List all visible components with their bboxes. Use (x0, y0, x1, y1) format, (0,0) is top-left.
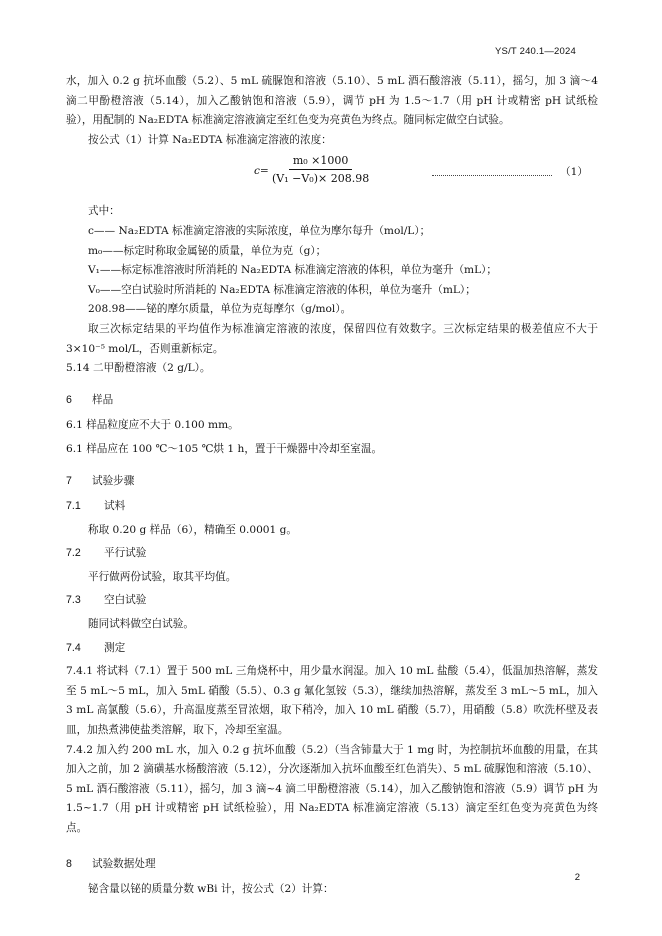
formula-numerator: m₀ ×1000 (289, 154, 353, 170)
section-7-3-number: 7.3 (66, 594, 81, 607)
formula-denominator: (V₁ −V₀)× 208.98 (272, 172, 370, 186)
section-6-heading (66, 391, 598, 411)
section-7-4-title: 测定 (104, 641, 126, 654)
standard-code: YS/T 240.1—2024 (495, 46, 576, 57)
section-8-body: 铋含量以铋的质量分数 wBi 计，按公式（2）计算： (88, 883, 334, 896)
section-7-1-heading (66, 497, 598, 517)
formula-number: （1） (560, 166, 588, 179)
section-7-2-title: 平行试验 (104, 547, 147, 560)
definition-v1: V₁——标定标准溶液时所消耗的 Na₂EDTA 标准滴定溶液的体积，单位为毫升（mL）； (88, 264, 498, 277)
section-6-1-a: 6.1 样品粒度应不大于 0.100 mm。 (66, 419, 239, 432)
definition-m0: m₀——标定时称取金属铋的质量，单位为克（g）； (88, 244, 327, 257)
section-7-4-number: 7.4 (66, 641, 81, 654)
definition-molar-mass: 208.98——铋的摩尔质量，单位为克每摩尔（g/mol）。 (88, 303, 352, 316)
section-7-number: 7 (66, 474, 72, 487)
section-7-title: 试验步骤 (92, 474, 135, 487)
formula-1 (66, 152, 598, 196)
section-7-1-body: 称取 0.20 g 样品（6），精确至 0.0001 g。 (88, 523, 298, 536)
where-label: 式中： (88, 205, 120, 218)
formula-lhs: c= (254, 165, 269, 178)
formula-intro: 按公式（1）计算 Na₂EDTA 标准滴定溶液的浓度： (88, 133, 332, 146)
section-6-number: 6 (66, 393, 72, 406)
section-7-heading (66, 472, 598, 492)
section-7-1-title: 试料 (104, 500, 126, 513)
formula-fraction (272, 154, 369, 185)
section-7-2-number: 7.2 (66, 547, 81, 560)
definition-v0: V₀——空白试验时所消耗的 Na₂EDTA 标准滴定溶液的体积，单位为毫升（mL）； (88, 283, 476, 296)
document-body (66, 72, 598, 900)
section-7-2-heading (66, 544, 598, 564)
formula-leader-dots (432, 169, 552, 176)
item-5-14: 5.14 二甲酚橙溶液（2 g/L）。 (66, 362, 211, 375)
section-7-1-number: 7.1 (66, 500, 81, 513)
section-7-3-body: 随同试料做空白试验。 (88, 618, 194, 631)
section-7-4-heading (66, 639, 598, 659)
section-6-title: 样品 (92, 393, 114, 406)
section-7-3-title: 空白试验 (104, 594, 147, 607)
section-7-4-2: 7.4.2 加入约 200 mL 水，加入 0.2 g 抗坏血酸（5.2）（当含铈量大于 1 mg 时，为控制抗坏血酸的用量，在其加入之前，加 2 滴磺基水杨酸溶液（5.12），分次逐渐加入抗坏血酸至红色消失）、5 mL 硫脲饱和溶液（5.10）、5 mL 酒石酸溶液（5.11），摇匀，加 3 滴~4 滴二甲酚橙溶液（5.14），加入乙酸钠饱和溶液（5.9）调节 pH 为 1.5~1.7（用 pH 计或精密 pH 试纸检验），用 Na₂EDTA 标准滴定溶液（5.13）滴定至红色变为亮黄色为终点。 (66, 743, 598, 834)
section-8-number: 8 (66, 857, 72, 870)
section-6-1-b: 6.1 样品应在 100 ℃～105 ℃烘 1 h，置于干燥器中冷却至室温。 (66, 442, 383, 455)
intro-paragraph: 水，加入 0.2 g 抗坏血酸（5.2）、5 mL 硫脲饱和溶液（5.10）、5 mL 酒石酸溶液（5.11），摇匀，加 3 滴～4 滴二甲酚橙溶液（5.14），加入乙酸钠饱和溶液（5.9），调节 pH 为 1.5～1.7（用 pH 计或精密 pH 试纸检验），用配制的 Na₂EDTA 标准滴定溶液滴定至红色变为亮黄色为终点。随同标定做空白试验。 (66, 75, 598, 127)
section-8-heading (66, 855, 598, 875)
definition-c: c—— Na₂EDTA 标准滴定溶液的实际浓度，单位为摩尔每升（mol/L）； (88, 224, 431, 237)
section-7-4-1: 7.4.1 将试料（7.1）置于 500 mL 三角烧杯中，用少量水润湿。加入 10 mL 盐酸（5.4），低温加热溶解，蒸发至 5 mL～5 mL，加入 5mL 硝酸（5.5）、0.3 g 氟化氢铵（5.3），继续加热溶解，蒸发至 3 mL～5 mL，加入 3 mL 高氯酸（5.6），升高温度蒸至冒浓烟，取下稍冷，加入 10 mL 硝酸（5.7），用硝酸（5.8）吹洗杯壁及表皿，加热煮沸使盐类溶解，取下，冷却至室温。 (66, 665, 598, 737)
section-7-2-body: 平行做两份试验，取其平均值。 (88, 570, 237, 583)
section-7-3-heading (66, 591, 598, 611)
page-number: 2 (574, 872, 580, 883)
section-8-title: 试验数据处理 (92, 857, 156, 870)
average-paragraph: 取三次标定结果的平均值作为标准滴定溶液的浓度，保留四位有效数字。三次标定结果的极差值应不大于 3×10⁻⁵ mol/L，否则重新标定。 (66, 322, 598, 355)
